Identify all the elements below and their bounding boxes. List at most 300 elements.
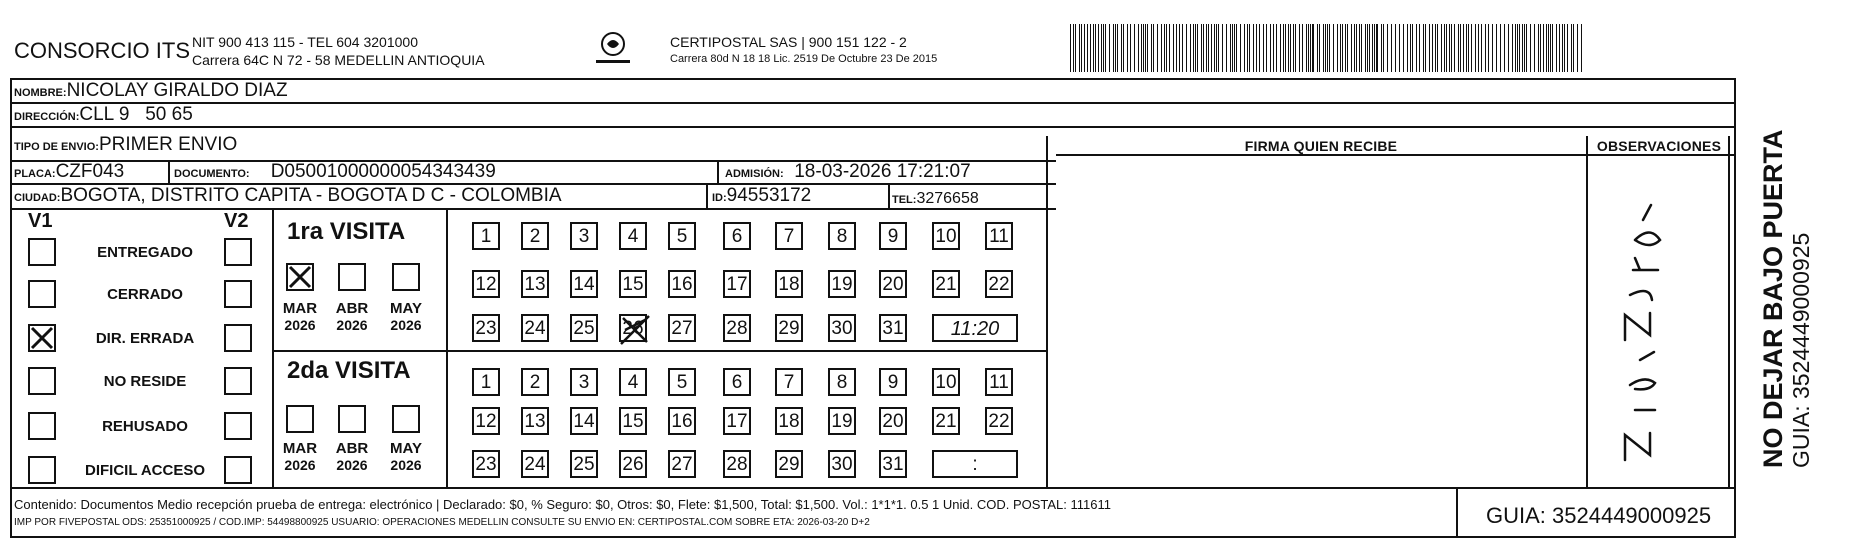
barcode-bar: [1407, 24, 1408, 72]
company-info-line2: Carrera 64C N 72 - 58 MEDELLIN ANTIOQUIA: [192, 52, 485, 68]
barcode-bar: [1290, 24, 1291, 72]
barcode-bar: [1365, 24, 1366, 72]
status-v1-checkbox[interactable]: [28, 324, 56, 352]
status-v1-checkbox[interactable]: [28, 238, 56, 266]
barcode-bar: [1508, 24, 1509, 72]
day-box[interactable]: 4: [619, 368, 647, 396]
month-checkbox[interactable]: [338, 405, 366, 433]
day-box[interactable]: 31: [879, 450, 907, 478]
barcode-bar: [1222, 24, 1223, 72]
address-label: DIRECCIÓN:: [14, 111, 80, 123]
month-year: 2026: [390, 457, 422, 473]
barcode-bar: [1374, 24, 1375, 72]
day-box[interactable]: 5: [668, 368, 696, 396]
status-v1-checkbox[interactable]: [28, 412, 56, 440]
day-box[interactable]: 16: [668, 270, 696, 298]
barcode-bar: [1540, 24, 1541, 72]
status-v1-checkbox[interactable]: [28, 280, 56, 308]
barcode-bar: [1559, 24, 1560, 72]
barcode-bar: [1195, 24, 1196, 72]
barcode-bar: [1073, 24, 1074, 72]
barcode-bar: [1319, 24, 1320, 72]
barcode-bar: [1312, 24, 1314, 72]
day-box[interactable]: 21: [932, 270, 960, 298]
barcode-bar: [1306, 24, 1307, 72]
status-v2-checkbox[interactable]: [224, 324, 252, 352]
barcode-bar: [1299, 24, 1300, 72]
admission-date: 18-03-2026 17:21:07: [794, 161, 971, 182]
status-label: ENTREGADO: [97, 244, 193, 261]
day-box[interactable]: 1: [472, 222, 500, 250]
barcode-bar: [1333, 24, 1334, 72]
barcode-bar: [1488, 24, 1489, 72]
plate: CZF043: [55, 161, 125, 182]
barcode-bar: [1573, 24, 1574, 72]
city-row: [14, 185, 562, 207]
barcode-bar: [1468, 24, 1469, 72]
barcode-bar: [1130, 24, 1131, 72]
barcode-bar: [1323, 24, 1324, 72]
day-box[interactable]: 8: [828, 222, 856, 250]
carrier-info-line1: CERTIPOSTAL SAS | 900 151 122 - 2: [670, 34, 907, 50]
status-label: CERRADO: [107, 286, 183, 303]
barcode-bar: [1276, 24, 1277, 72]
barcode-bar: [1548, 24, 1549, 72]
barcode-bar: [1337, 24, 1338, 72]
day-box[interactable]: 12: [472, 270, 500, 298]
barcode-bar: [1564, 24, 1565, 72]
day-box[interactable]: 6: [723, 222, 751, 250]
month-name: ABR: [335, 300, 369, 317]
barcode-bar: [1361, 24, 1362, 72]
barcode-bar: [1454, 24, 1455, 72]
day-box[interactable]: 14: [570, 407, 598, 435]
barcode-bar: [1441, 24, 1442, 72]
barcode-bar: [1095, 24, 1096, 72]
barcode-bar: [1500, 24, 1501, 72]
status-label: NO RESIDE: [103, 373, 187, 390]
barcode-bar: [1419, 24, 1420, 72]
barcode-bar: [1197, 24, 1198, 72]
day-box[interactable]: 30: [828, 314, 856, 342]
barcode-bar: [1153, 24, 1154, 72]
month-year: 2026: [336, 317, 368, 333]
barcode-bar: [1230, 24, 1231, 72]
plate-row: [14, 161, 124, 183]
month-label: [277, 300, 323, 334]
second-visit-title: 2da VISITA: [287, 357, 411, 384]
signature-column-header: FIRMA QUIEN RECIBE: [1244, 138, 1398, 154]
month-year: 2026: [284, 317, 316, 333]
barcode-bar: [1138, 24, 1139, 72]
barcode-bar: [1435, 24, 1436, 72]
barcode-bar: [1203, 24, 1204, 72]
barcode-bar: [1526, 24, 1527, 72]
barcode-bar: [1206, 24, 1207, 72]
day-box[interactable]: 28: [723, 450, 751, 478]
barcode-bar: [1485, 24, 1486, 72]
tel-number: 3276658: [916, 190, 979, 207]
contents-line: Contenido: Documentos Medio recepción prueba de entrega: electrónico | Declarado: $0, % Seguro: $0, Otros: $0, Flete: $1,500, Total: $1,500. Vol.: 1*1*1. 0.5 1 Unid. COD. POSTAL: 111611: [14, 497, 1111, 512]
barcode-bar: [1226, 24, 1227, 72]
id-row: [712, 185, 811, 207]
certipostal-logo-icon: [588, 30, 638, 70]
barcode-bar: [1356, 24, 1357, 72]
barcode-bar: [1182, 24, 1183, 72]
barcode-bar: [1141, 24, 1142, 72]
barcode-bar: [1460, 24, 1461, 72]
barcode-bar: [1193, 24, 1194, 72]
barcode-bar: [1190, 24, 1191, 72]
barcode-bar: [1369, 24, 1370, 72]
barcode-bar: [1259, 24, 1260, 72]
month-checkbox[interactable]: [392, 263, 420, 291]
barcode-bar: [1345, 24, 1346, 72]
barcode-bar: [1342, 24, 1343, 72]
document-label: DOCUMENTO:: [174, 168, 250, 180]
barcode-bar: [1101, 24, 1102, 72]
day-box[interactable]: 23: [472, 314, 500, 342]
status-v2-checkbox[interactable]: [224, 280, 252, 308]
day-box[interactable]: 11: [985, 368, 1013, 396]
barcode-bar: [1147, 24, 1148, 72]
barcode-bar: [1391, 24, 1392, 72]
day-box[interactable]: 10: [932, 222, 960, 250]
barcode-bar: [1317, 24, 1318, 72]
barcode-bar: [1310, 24, 1311, 72]
day-box[interactable]: 24: [521, 450, 549, 478]
day-box[interactable]: 17: [723, 407, 751, 435]
barcode-bar: [1451, 24, 1452, 72]
status-v1-checkbox[interactable]: [28, 367, 56, 395]
barcode-bar: [1134, 24, 1135, 72]
barcode-bar: [1381, 24, 1382, 72]
carrier-info-line2: Carrera 80d N 18 18 Lic. 2519 De Octubre 23 De 2015: [670, 53, 938, 65]
recipient-name: NICOLAY GIRALDO DIAZ: [66, 80, 288, 101]
barcode-bar: [1329, 24, 1330, 72]
month-label: [329, 300, 375, 334]
month-checkbox[interactable]: [338, 263, 366, 291]
barcode-bar: [1098, 24, 1099, 72]
barcode-bar: [1376, 24, 1378, 72]
day-box[interactable]: 18: [775, 407, 803, 435]
day-box[interactable]: 2: [521, 222, 549, 250]
day-box[interactable]: 30: [828, 450, 856, 478]
barcode-bar: [1534, 24, 1535, 72]
barcode-bar: [1372, 24, 1373, 72]
status-v2-checkbox[interactable]: [224, 367, 252, 395]
day-box[interactable]: 3: [570, 222, 598, 250]
day-number: 26: [622, 318, 644, 339]
shipment-type-row: [14, 134, 237, 156]
day-box[interactable]: 28: [723, 314, 751, 342]
barcode-bar: [1512, 24, 1513, 72]
status-v2-checkbox[interactable]: [224, 238, 252, 266]
id-number: 94553172: [726, 185, 812, 206]
barcode-bar: [1186, 24, 1187, 72]
day-box[interactable]: 15: [619, 407, 647, 435]
day-box[interactable]: 29: [775, 450, 803, 478]
day-box[interactable]: 14: [570, 270, 598, 298]
barcode-bar: [1070, 24, 1071, 72]
barcode-bar: [1283, 24, 1284, 72]
barcode-bar: [1423, 24, 1424, 72]
barcode-bar: [1432, 24, 1433, 72]
barcode-bar: [1173, 24, 1174, 72]
day-box[interactable]: 27: [668, 450, 696, 478]
day-box[interactable]: 13: [521, 270, 549, 298]
barcode-bar: [1176, 24, 1177, 72]
address: CLL 9 50 65: [79, 104, 193, 125]
month-year: 2026: [284, 457, 316, 473]
tel-label: TEL:: [892, 194, 917, 206]
day-box[interactable]: 13: [521, 407, 549, 435]
day-box[interactable]: 24: [521, 314, 549, 342]
day-box[interactable]: 12: [472, 407, 500, 435]
barcode-bar: [1403, 24, 1404, 72]
barcode-bar: [1109, 24, 1110, 72]
barcode-bar: [1481, 24, 1482, 72]
signature-area[interactable]: [1050, 158, 1584, 485]
barcode-bar: [1383, 24, 1384, 72]
day-box[interactable]: 20: [879, 407, 907, 435]
barcode-bar: [1325, 24, 1326, 72]
day-box[interactable]: 22: [985, 270, 1013, 298]
barcode-bar: [1280, 24, 1281, 72]
barcode-bar: [1302, 24, 1303, 72]
day-box[interactable]: 17: [723, 270, 751, 298]
barcode-bar: [1075, 24, 1076, 72]
barcode-bar: [1466, 24, 1467, 72]
status-label: REHUSADO: [102, 418, 188, 435]
barcode-bar: [1151, 24, 1152, 72]
day-box[interactable]: 4: [619, 222, 647, 250]
barcode-bar: [1552, 24, 1553, 72]
barcode-bar: [1216, 24, 1217, 72]
day-box[interactable]: 9: [879, 222, 907, 250]
day-box[interactable]: 16: [668, 407, 696, 435]
barcode-bar: [1244, 24, 1245, 72]
day-box[interactable]: 21: [932, 407, 960, 435]
recipient-name-row: [14, 80, 288, 102]
barcode-bar: [1115, 24, 1116, 72]
barcode-bar: [1240, 24, 1241, 72]
day-box[interactable]: 2: [521, 368, 549, 396]
barcode-bar: [1577, 24, 1578, 72]
shipment-type-label: TIPO DE ENVIO:: [14, 141, 99, 153]
barcode-bar: [1429, 24, 1430, 72]
barcode-bar: [1295, 24, 1296, 72]
month-label: [329, 440, 375, 474]
day-box[interactable]: 31: [879, 314, 907, 342]
barcode-bar: [1127, 24, 1128, 72]
observation-handwriting: [1595, 200, 1715, 470]
day-box[interactable]: 3: [570, 368, 598, 396]
barcode-bar: [1123, 24, 1124, 72]
status-v1-checkbox[interactable]: [28, 456, 56, 484]
day-box[interactable]: 19: [828, 407, 856, 435]
month-label: [383, 440, 429, 474]
tel-row: [892, 187, 979, 209]
day-box[interactable]: 29: [775, 314, 803, 342]
address-row: [14, 104, 193, 126]
barcode-bar: [1367, 24, 1368, 72]
day-box[interactable]: 9: [879, 368, 907, 396]
barcode-bar: [1327, 24, 1328, 72]
v2-header: V2: [224, 210, 249, 232]
barcode-bar: [1478, 24, 1479, 72]
barcode-bar: [1449, 24, 1450, 72]
barcode-bar: [1492, 24, 1493, 72]
barcode-bar: [1387, 24, 1388, 72]
barcode-bar: [1581, 24, 1582, 72]
footer-guia: GUIA: 3524449000925: [1486, 503, 1712, 528]
barcode-bar: [1395, 24, 1396, 72]
city: BOGOTA, DISTRITO CAPITA - BOGOTA D C - COLOMBIA: [60, 185, 562, 206]
day-box[interactable]: 23: [472, 450, 500, 478]
barcode-bar: [1351, 24, 1352, 72]
day-box[interactable]: 25: [570, 450, 598, 478]
barcode-bar: [1145, 24, 1146, 72]
barcode-bar: [1270, 24, 1271, 72]
barcode-bar: [1543, 24, 1544, 72]
day-box[interactable]: 7: [775, 222, 803, 250]
city-label: CIUDAD:: [14, 192, 61, 204]
barcode-bar: [1546, 24, 1547, 72]
barcode-bar: [1266, 24, 1267, 72]
month-name: MAR: [282, 440, 318, 457]
barcode-bar: [1522, 24, 1523, 72]
observations-column-header: OBSERVACIONES: [1596, 138, 1722, 154]
admission-row: [725, 161, 971, 183]
day-box[interactable]: 7: [775, 368, 803, 396]
barcode-bar: [1399, 24, 1400, 72]
day-box[interactable]: 26: [619, 450, 647, 478]
barcode-bar: [1249, 24, 1250, 72]
plate-label: PLACA:: [14, 168, 56, 180]
barcode-bar: [1410, 24, 1411, 72]
month-year: 2026: [336, 457, 368, 473]
barcode-bar: [1519, 24, 1520, 72]
barcode-bar: [1093, 24, 1094, 72]
day-box[interactable]: 11: [985, 222, 1013, 250]
barcode-bar: [1416, 24, 1417, 72]
barcode-bar: [1090, 24, 1091, 72]
barcode-bar: [1236, 24, 1237, 72]
barcode-bar: [1458, 24, 1459, 72]
barcode-bar: [1437, 24, 1438, 72]
day-box[interactable]: 25: [570, 314, 598, 342]
barcode-bar: [1571, 24, 1572, 72]
status-label: DIR. ERRADA: [95, 330, 195, 347]
barcode-bar: [1517, 24, 1518, 72]
id-label: ID:: [712, 192, 727, 204]
barcode-bar: [1247, 24, 1248, 72]
barcode-bar: [1354, 24, 1355, 72]
barcode-bar: [1496, 24, 1497, 72]
barcode-bar: [1288, 24, 1289, 72]
day-box[interactable]: 10: [932, 368, 960, 396]
barcode-bar: [1232, 24, 1233, 72]
day-box[interactable]: 22: [985, 407, 1013, 435]
time-box[interactable]: 11:20: [932, 314, 1018, 342]
time-box[interactable]: :: [932, 450, 1018, 478]
no-dejar-bajo-puerta: NO DEJAR BAJO PUERTA: [1758, 129, 1788, 468]
barcode-bar: [1567, 24, 1568, 72]
day-box[interactable]: 1: [472, 368, 500, 396]
barcode-bar: [1347, 24, 1348, 72]
barcode-bar: [1179, 24, 1180, 72]
admission-label: ADMISIÓN:: [725, 168, 784, 180]
barcode-bar: [1446, 24, 1447, 72]
month-name: ABR: [335, 440, 369, 457]
barcode-bar: [1105, 24, 1106, 72]
recipient-name-label: NOMBRE:: [14, 87, 67, 99]
day-box[interactable]: 27: [668, 314, 696, 342]
barcode-bar: [1084, 24, 1085, 72]
barcode-bar: [1504, 24, 1505, 72]
barcode-bar: [1425, 24, 1426, 72]
barcode-bar: [1463, 24, 1464, 72]
barcode-bar: [1308, 24, 1309, 72]
month-checkbox[interactable]: [286, 405, 314, 433]
barcode-bar: [1444, 24, 1445, 72]
barcode-bar: [1293, 24, 1294, 72]
side-guia: GUIA: 3524449000925: [1788, 232, 1814, 468]
status-v2-checkbox[interactable]: [224, 412, 252, 440]
barcode-bar: [1471, 24, 1472, 72]
day-box[interactable]: [619, 314, 647, 342]
day-box[interactable]: 6: [723, 368, 751, 396]
day-box[interactable]: 18: [775, 270, 803, 298]
barcode-bar: [1556, 24, 1557, 72]
barcode-bar: [1201, 24, 1202, 72]
month-checkbox[interactable]: [286, 263, 314, 291]
barcode: [1070, 24, 1585, 72]
barcode-bar: [1253, 24, 1254, 72]
barcode-bar: [1208, 24, 1209, 72]
day-box[interactable]: 19: [828, 270, 856, 298]
barcode-bar: [1117, 24, 1118, 72]
barcode-bar: [1214, 24, 1215, 72]
barcode-bar: [1524, 24, 1525, 72]
day-box[interactable]: 15: [619, 270, 647, 298]
barcode-bar: [1081, 24, 1082, 72]
day-box[interactable]: 20: [879, 270, 907, 298]
day-box[interactable]: 5: [668, 222, 696, 250]
barcode-bar: [1234, 24, 1235, 72]
v1-header: V1: [28, 210, 53, 232]
barcode-bar: [1143, 24, 1144, 72]
barcode-bar: [1164, 24, 1165, 72]
month-checkbox[interactable]: [392, 405, 420, 433]
first-visit-title: 1ra VISITA: [287, 218, 406, 245]
status-label: DIFICIL ACCESO: [84, 462, 205, 479]
barcode-bar: [1087, 24, 1088, 72]
barcode-bar: [1263, 24, 1264, 72]
barcode-bar: [1113, 24, 1114, 72]
day-box[interactable]: 8: [828, 368, 856, 396]
status-v2-checkbox[interactable]: [224, 456, 252, 484]
barcode-bar: [1515, 24, 1516, 72]
barcode-bar: [1211, 24, 1212, 72]
barcode-bar: [1169, 24, 1170, 72]
company-name: CONSORCIO ITS: [14, 38, 191, 63]
document-row: [174, 161, 496, 183]
barcode-bar: [1530, 24, 1531, 72]
barcode-bar: [1166, 24, 1167, 72]
barcode-bar: [1256, 24, 1257, 72]
